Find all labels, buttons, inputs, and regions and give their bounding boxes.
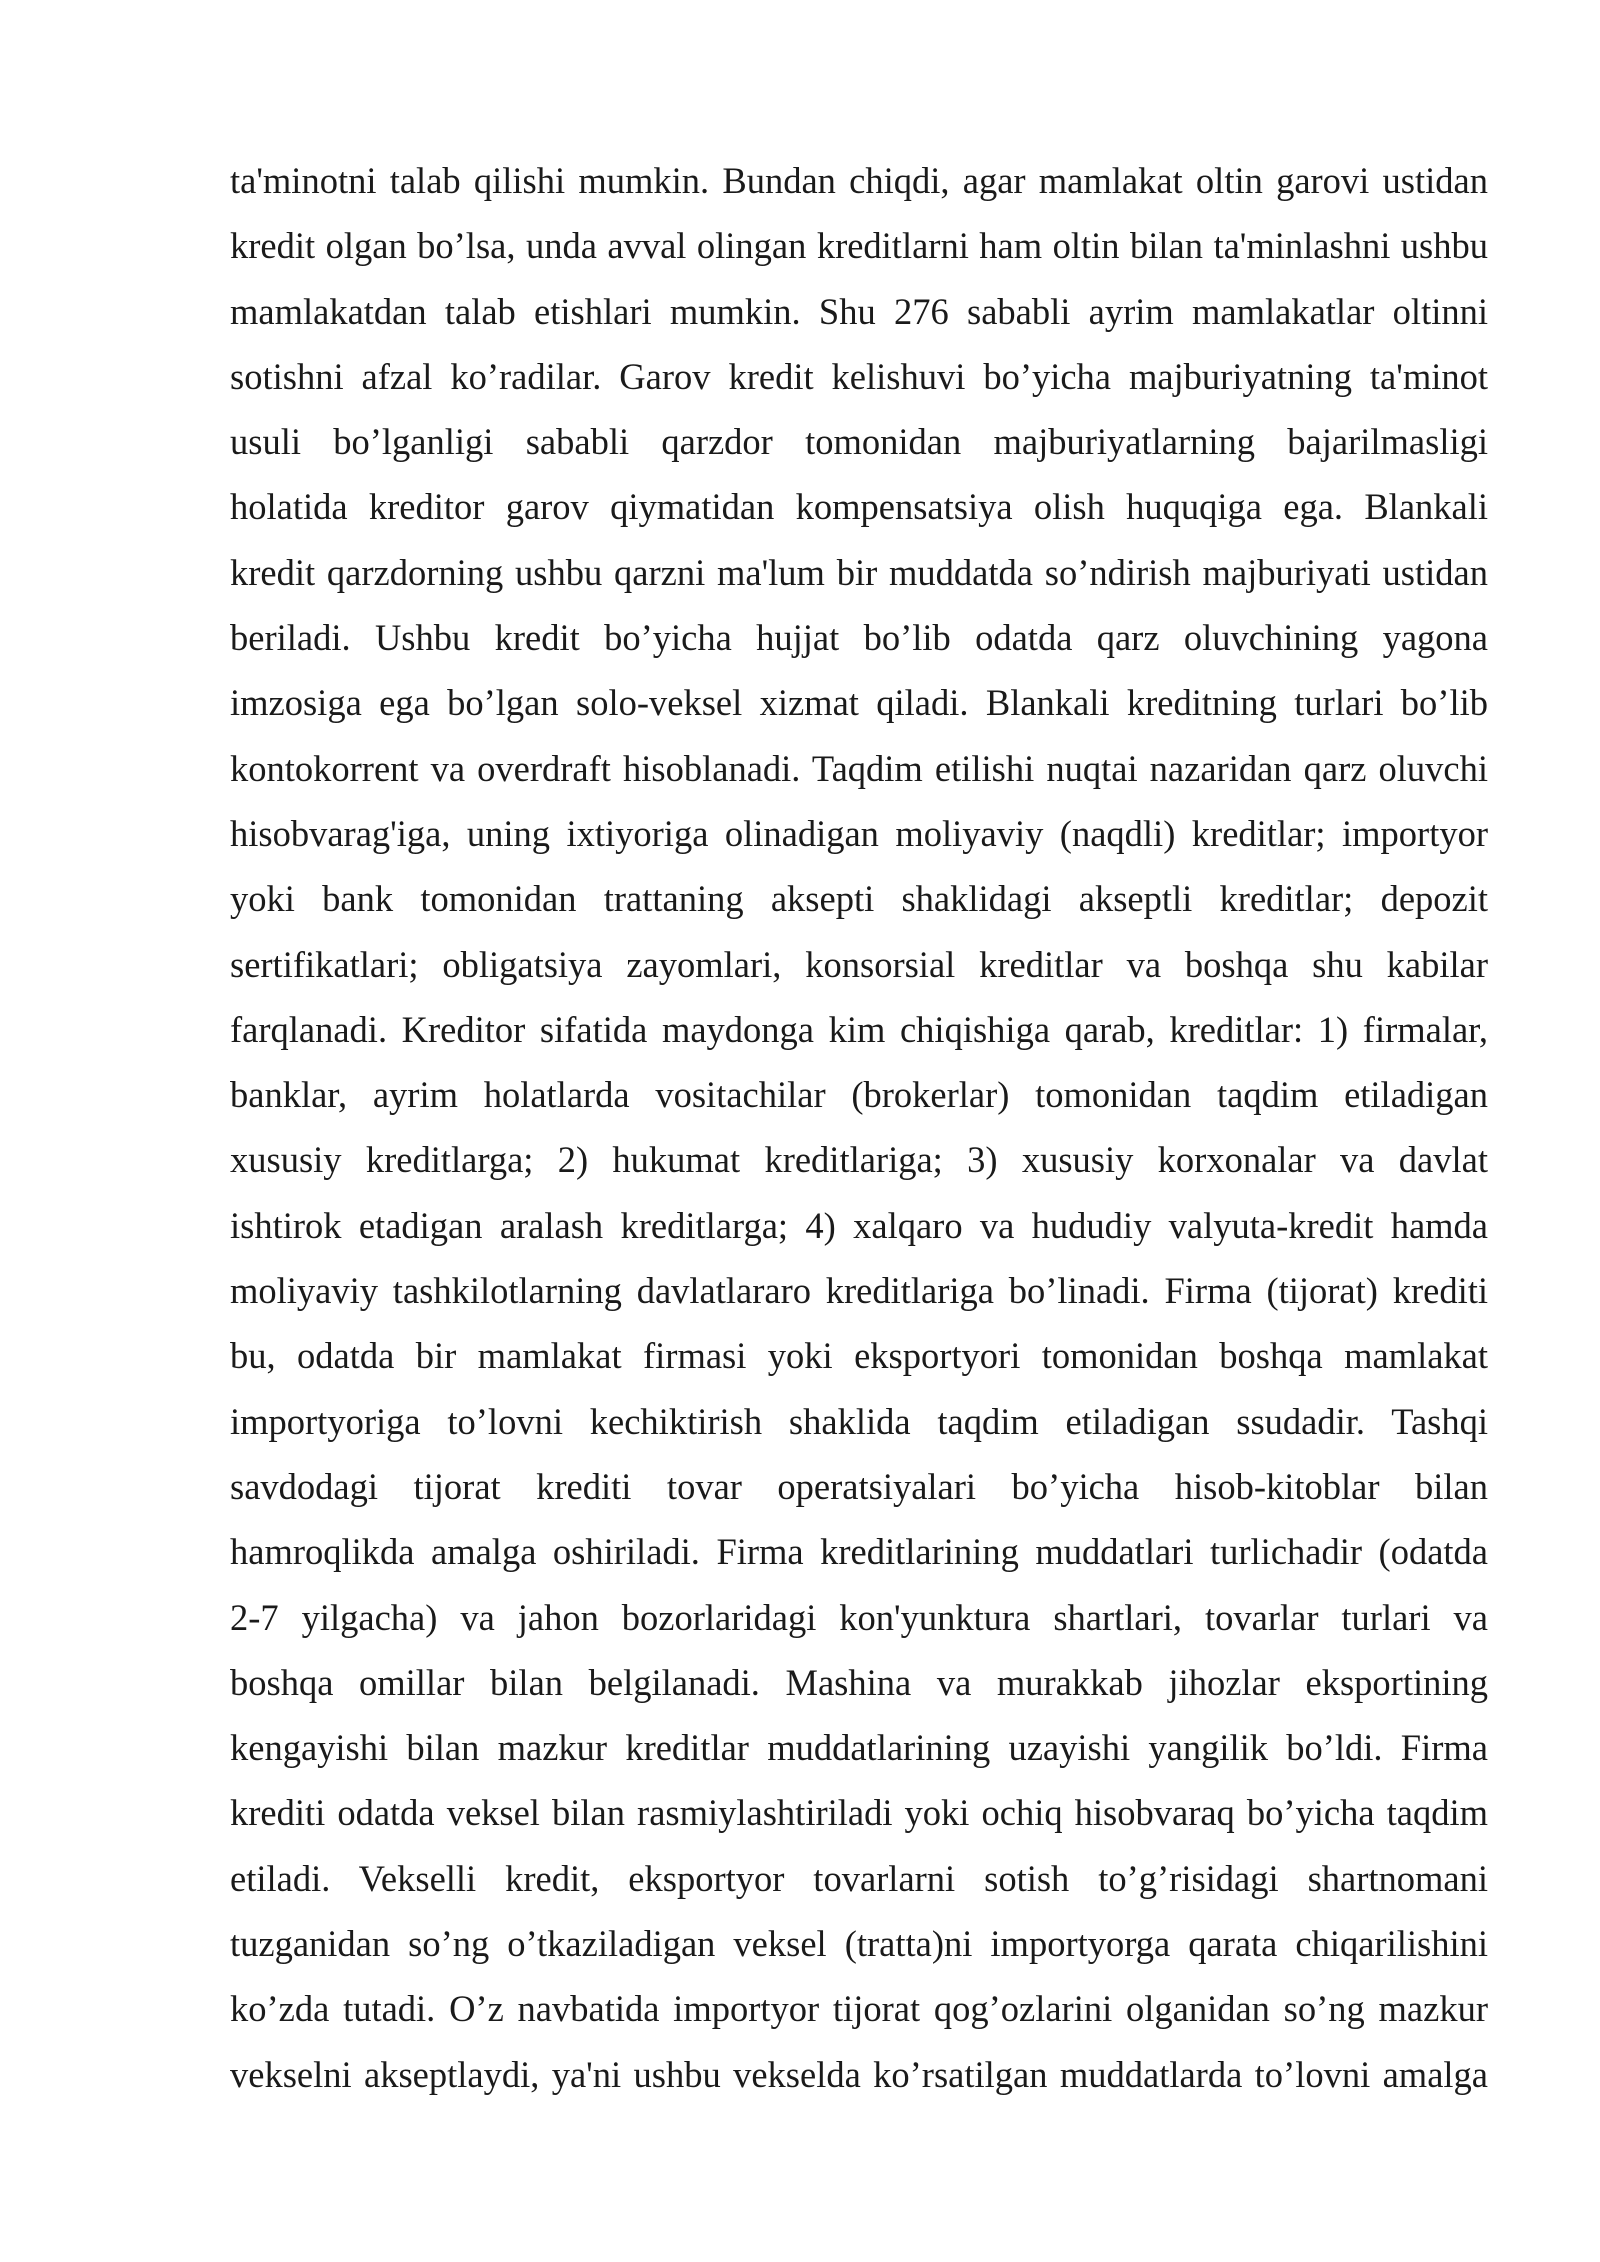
- text-line: vekselni akseptlaydi, ya'ni ushbu vekselda ko’rsatilgan muddatlarda to’lovni amalga: [230, 2053, 1488, 2095]
- text-line: sotishni afzal ko’radilar. Garov kredit kelishuvi bo’yicha majburiyatning ta'minot: [230, 355, 1488, 397]
- text-line: ishtirok etadigan aralash kreditlarga; 4) xalqaro va hududiy valyuta-kredit hamda: [230, 1204, 1488, 1246]
- text-line: xususiy kreditlarga; 2) hukumat kreditlariga; 3) xususiy korxonalar va davlat: [230, 1139, 1488, 1181]
- text-line: hamroqlikda amalga oshiriladi. Firma kreditlarining muddatlari turlichadir (odatda: [230, 1531, 1488, 1573]
- text-line: holatida kreditor garov qiymatidan kompensatsiya olish huquqiga ega. Blankali: [230, 486, 1488, 528]
- text-line: krediti odatda veksel bilan rasmiylashtiriladi yoki ochiq hisobvaraq bo’yicha taqdim: [230, 1792, 1488, 1834]
- text-line: bu, odatda bir mamlakat firmasi yoki eksportyori tomonidan boshqa mamlakat: [230, 1335, 1488, 1377]
- text-line: banklar, ayrim holatlarda vositachilar (brokerlar) tomonidan taqdim etiladigan: [230, 1074, 1488, 1116]
- text-line: etiladi. Vekselli kredit, eksportyor tovarlarni sotish to’g’risidagi shartnomani: [230, 1857, 1488, 1899]
- text-line: ta'minotni talab qilishi mumkin. Bundan chiqdi, agar mamlakat oltin garovi ustidan: [230, 160, 1488, 201]
- text-line: moliyaviy tashkilotlarning davlatlararo kreditlariga bo’linadi. Firma (tijorat) krediti: [230, 1270, 1488, 1312]
- text-line: mamlakatdan talab etishlari mumkin. Shu 276 sababli ayrim mamlakatlar oltinni: [230, 290, 1488, 332]
- text-line: yoki bank tomonidan trattaning aksepti shaklidagi akseptli kreditlar; depozit: [230, 878, 1488, 920]
- text-line: imzosiga ega bo’lgan solo-veksel xizmat qiladi. Blankali kreditning turlari bo’lib: [230, 682, 1488, 724]
- text-line: savdodagi tijorat krediti tovar operatsiyalari bo’yicha hisob-kitoblar bilan: [230, 1465, 1488, 1507]
- text-line: beriladi. Ushbu kredit bo’yicha hujjat bo’lib odatda qarz oluvchining yagona: [230, 617, 1488, 659]
- text-line: 2-7 yilgacha) va jahon bozorlaridagi kon'yunktura shartlari, tovarlar turlari va: [230, 1596, 1488, 1638]
- text-line: kengayishi bilan mazkur kreditlar muddatlarining uzayishi yangilik bo’ldi. Firma: [230, 1727, 1488, 1769]
- text-line: boshqa omillar bilan belgilanadi. Mashina va murakkab jihozlar eksportining: [230, 1661, 1488, 1703]
- text-line: kredit olgan bo’lsa, unda avval olingan kreditlarni ham oltin bilan ta'minlashni ushbu: [230, 225, 1488, 267]
- text-line: importyoriga to’lovni kechiktirish shaklida taqdim etiladigan ssudadir. Tashqi: [230, 1400, 1488, 1442]
- text-line: ko’zda tutadi. O’z navbatida importyor tijorat qog’ozlarini olganidan so’ng mazkur: [230, 1988, 1488, 2030]
- text-line: sertifikatlari; obligatsiya zayomlari, konsorsial kreditlar va boshqa shu kabilar: [230, 943, 1488, 985]
- text-line: kontokorrent va overdraft hisoblanadi. Taqdim etilishi nuqtai nazaridan qarz oluvchi: [230, 747, 1488, 789]
- text-line: farqlanadi. Kreditor sifatida maydonga kim chiqishiga qarab, kreditlar: 1) firmalar,: [230, 1008, 1488, 1050]
- text-line: usuli bo’lganligi sababli qarzdor tomonidan majburiyatlarning bajarilmasligi: [230, 421, 1488, 463]
- text-line: hisobvarag'iga, uning ixtiyoriga olinadigan moliyaviy (naqdli) kreditlar; importyor: [230, 812, 1488, 854]
- text-line: tuzganidan so’ng o’tkaziladigan veksel (tratta)ni importyorga qarata chiqarilishini: [230, 1923, 1488, 1965]
- text-line: kredit qarzdorning ushbu qarzni ma'lum bir muddatda so’ndirish majburiyati ustidan: [230, 551, 1488, 593]
- body-text: [230, 148, 1488, 2107]
